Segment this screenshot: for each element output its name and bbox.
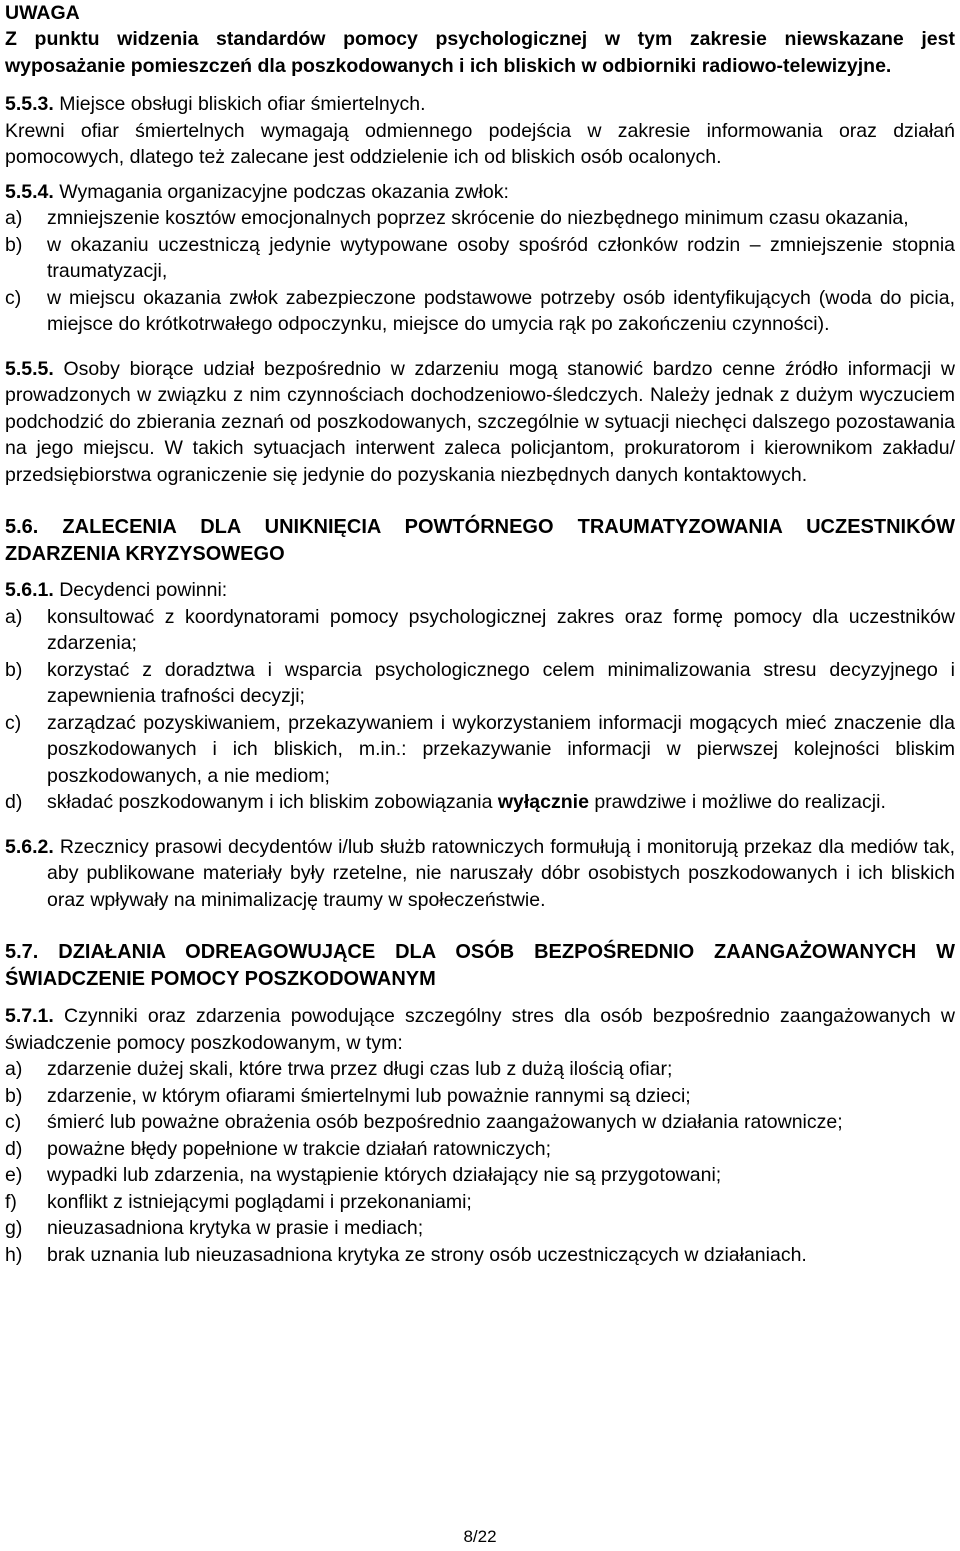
list-item-text: poważne błędy popełnione w trakcie działań ratowniczych; — [47, 1137, 552, 1160]
section-number: 5.6.1. — [5, 579, 54, 601]
section-number: 5.5.3. — [5, 93, 54, 115]
list-item-label: c) — [5, 1111, 22, 1133]
section-title: Wymagania organizacyjne podczas okazania zwłok: — [59, 180, 509, 203]
list-item-label: f) — [5, 1190, 17, 1213]
section-5-6-1-list — [5, 604, 955, 816]
list-item — [5, 1189, 955, 1216]
section-number: 5.5.4. — [5, 180, 54, 203]
section-5-7-1 — [5, 1003, 955, 1056]
warning-title: UWAGA — [5, 2, 80, 24]
section-title: Miejsce obsługi bliskich ofiar śmiertelnych. — [59, 93, 426, 115]
section-5-7-1-list — [5, 1056, 955, 1268]
list-item — [5, 205, 955, 232]
list-item — [5, 1109, 955, 1136]
list-item-label: g) — [5, 1217, 23, 1239]
section-5-6-heading: 5.6. ZALECENIA DLA UNIKNIĘCIA POWTÓRNEGO TRAUMATYZOWANIA UCZESTNIKÓW ZDARZENIA KRYZYSOWEGO — [5, 516, 955, 565]
section-text: Czynniki oraz zdarzenia powodujące szczególny stres dla osób bezpośrednio zaangażowanych w świadczenie pomocy poszkodowanym, w tym: — [5, 1005, 956, 1054]
section-title: Decydenci powinni: — [59, 579, 228, 601]
list-item-label: c) — [5, 711, 22, 734]
list-item-text: zmniejszenie kosztów emocjonalnych poprzez skrócenie do niezbędnego minimum czasu okazania, — [47, 207, 909, 229]
list-item — [5, 1083, 955, 1110]
list-item-label: a) — [5, 605, 23, 628]
list-item-text: konsultować z koordynatorami pomocy psychologicznej zakres oraz formę pomocy dla uczestników zdarzenia; — [47, 605, 955, 654]
list-item-label: d) — [5, 1137, 23, 1160]
list-item — [5, 1162, 955, 1189]
warning-text: Z punktu widzenia standardów pomocy psychologicznej w tym zakresie niewskazane jest wyposażanie pomieszczeń dla poszkodowanych i ich bliskich w odbiorniki radiowo-telewizyjne. — [5, 28, 955, 77]
section-5-5-5 — [5, 356, 955, 489]
list-item-label: a) — [5, 1058, 23, 1080]
list-item-text: zdarzenie dużej skali, które trwa przez długi czas lub z dużą ilością ofiar; — [47, 1058, 673, 1080]
section-5-5-3-text: Krewni ofiar śmiertelnych wymagają odmiennego podejścia w zakresie informowania oraz działań pomocowych, dlatego też zalecane jest oddzielenie ich od bliskich osób ocalonych. — [5, 119, 955, 168]
list-item-label: b) — [5, 658, 23, 681]
section-5-6-2 — [5, 834, 955, 914]
list-item — [5, 789, 955, 816]
section-5-5-4-list — [5, 205, 955, 338]
list-item-text: wypadki lub zdarzenia, na wystąpienie których działający nie są przygotowani; — [47, 1164, 722, 1186]
list-item-text: zarządzać pozyskiwaniem, przekazywaniem i wykorzystaniem informacji mogących mieć znaczenie dla poszkodowanych i ich bliskich, m.in.: przekazywanie informacji w pierwszej kolejności bliskim poszkodowanych, a nie mediom; — [47, 711, 955, 787]
list-item — [5, 1215, 955, 1242]
section-number: 5.7.1. — [5, 1005, 54, 1027]
list-item-label: b) — [5, 1084, 23, 1107]
list-item-text — [47, 789, 955, 816]
section-5-6-1-title — [5, 577, 955, 604]
list-item-text: śmierć lub poważne obrażenia osób bezpośrednio zaangażowanych w działania ratownicze; — [47, 1111, 843, 1133]
list-item — [5, 1136, 955, 1163]
list-item-text: zdarzenie, w którym ofiarami śmiertelnymi lub poważnie rannymi są dzieci; — [47, 1084, 691, 1107]
list-item-text: w miejscu okazania zwłok zabezpieczone podstawowe potrzeby osób identyfikujących (woda do picia, miejsce do krótkotrwałego odpoczynku, miejsce do umycia rąk po zakończeniu czynności). — [47, 286, 955, 335]
section-number: 5.6.2. — [5, 835, 54, 858]
list-item-text: brak uznania lub nieuzasadniona krytyka ze strony osób uczestniczących w działaniach. — [47, 1243, 807, 1266]
text-after: prawdziwe i możliwe do realizacji. — [594, 791, 886, 813]
section-number: 5.5.5. — [5, 357, 54, 380]
list-item — [5, 232, 955, 285]
list-item — [5, 1242, 955, 1269]
list-item — [5, 657, 955, 710]
list-item — [5, 285, 955, 338]
list-item-text: korzystać z doradztwa i wsparcia psychologicznego celem minimalizowania stresu decyzyjnego i zapewnienia trafności decyzji; — [47, 658, 955, 707]
list-item — [5, 1056, 955, 1083]
list-item — [5, 710, 955, 790]
section-5-5-3-title — [5, 91, 955, 118]
section-5-7-heading: 5.7. DZIAŁANIA ODREAGOWUJĄCE DLA OSÓB BEZPOŚREDNIO ZAANGAŻOWANYCH W ŚWIADCZENIE POMOCY POSZKODOWANYM — [5, 941, 955, 990]
list-item-text: nieuzasadniona krytyka w prasie i mediach; — [47, 1217, 424, 1239]
emphasis-text: wyłącznie — [497, 791, 589, 813]
list-item-label: d) — [5, 791, 23, 813]
list-item-text: w okazaniu uczestniczą jedynie wytypowane osoby spośród członków rodzin – zmniejszenie stopnia traumatyzacji, — [47, 233, 955, 282]
page-number: 8/22 — [463, 1527, 497, 1546]
section-text: Osoby biorące udział bezpośrednio w zdarzeniu mogą stanowić bardzo cenne źródło informacji w prowadzonych w związku z nim czynnościach dochodzeniowo-śledczych. Należy jednak z dużym wyczuciem podchodzić do zbierania zeznań od poszkodowanych, szczególnie w sytuacji niechęci dalszego pozostawania na jego miejscu. W takich sytuacjach interwent zaleca policjantom, prokuratorom i kierownikom zakładu/ przedsiębiorstwa ograniczenie się jedynie do pozyskania niezbędnych danych kontaktowych. — [5, 357, 956, 486]
list-item-label: e) — [5, 1164, 23, 1186]
list-item-text: konflikt z istniejącymi poglądami i przekonaniami; — [47, 1190, 472, 1213]
list-item-label: b) — [5, 233, 23, 256]
document-page — [5, 0, 955, 1268]
text-before: składać poszkodowanym i ich bliskim zobowiązania — [47, 791, 493, 813]
section-5-5-4-title — [5, 179, 955, 206]
list-item — [5, 604, 955, 657]
list-item-label: a) — [5, 207, 23, 229]
list-item-label: h) — [5, 1243, 23, 1266]
list-item-label: c) — [5, 286, 22, 309]
section-text: Rzecznicy prasowi decydentów i/lub służb ratowniczych formułują i monitorują przekaz dla mediów tak, aby publikowane materiały były rzetelne, nie naruszały dóbr osobistych poszkodowanych i ich bliskich oraz wpływały na minimalizację traumy w społeczeństwie. — [47, 835, 955, 911]
